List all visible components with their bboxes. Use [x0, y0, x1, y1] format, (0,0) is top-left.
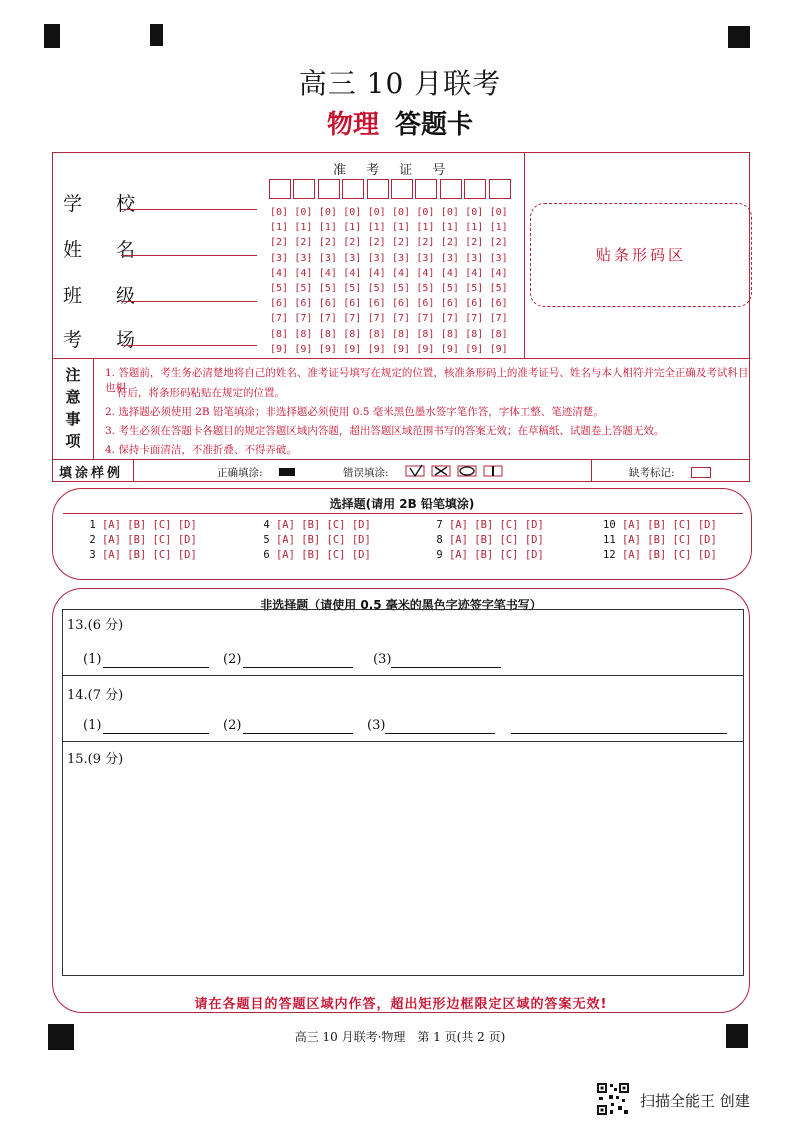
mc-question[interactable] [430, 519, 544, 531]
exam-number-bubble[interactable]: [8] [416, 328, 435, 340]
note-item-1-cont: 符后，将条形码粘贴在规定的位置。 [117, 387, 285, 399]
mc-option-bubbles[interactable]: [A] [B] [C] [D] [621, 549, 717, 561]
q14-blank-1[interactable] [103, 733, 209, 734]
q14-q15-divider [63, 741, 743, 742]
exam-number-bubble[interactable]: [4] [392, 267, 411, 279]
answer-area-warning: 请在各题目的答题区域内作答，超出矩形边框限定区域的答案无效! [194, 997, 608, 1012]
exam-number-bubble[interactable]: [1] [318, 222, 337, 234]
non-choice-title: 非选择题（请使用 0.5 毫米的黑色字迹签字笔书写） [260, 598, 542, 612]
mc-option-bubbles[interactable]: [A] [B] [C] [D] [275, 534, 371, 546]
q14-blank-2-label: (2) [223, 718, 242, 733]
exam-number-bubble[interactable]: [0] [440, 207, 459, 218]
exam-number-bubble[interactable]: [9] [294, 343, 313, 355]
mc-question[interactable] [83, 549, 197, 561]
q14-title: 14.(7 分) [67, 688, 124, 703]
mc-question[interactable] [257, 549, 371, 561]
info-divider-notes [53, 358, 749, 359]
exam-number-bubble[interactable]: [3] [270, 252, 289, 264]
exam-number-bubble[interactable]: [9] [465, 343, 484, 355]
exam-number-bubble[interactable]: [6] [294, 298, 313, 310]
notes-header-char: 意 [65, 388, 81, 406]
wrong-fill-label: 错误填涂: [343, 467, 389, 479]
info-divider-fill [53, 459, 749, 460]
exam-number-bubble[interactable]: [8] [489, 328, 508, 340]
correct-fill-label: 正确填涂: [217, 467, 263, 479]
mc-question[interactable] [83, 534, 197, 546]
exam-number-bubble[interactable]: [9] [367, 343, 386, 355]
exam-number-bubble[interactable]: [0] [343, 207, 362, 218]
mc-option-bubbles[interactable]: [A] [B] [C] [D] [101, 534, 197, 546]
exam-number-bubble[interactable]: [9] [440, 343, 459, 355]
exam-number-box[interactable] [269, 179, 291, 199]
exam-number-bubble[interactable]: [5] [440, 283, 459, 294]
exam-number-bubble[interactable]: [4] [367, 267, 386, 279]
exam-number-bubble[interactable]: [4] [270, 267, 289, 279]
mc-option-bubbles[interactable]: [A] [B] [C] [D] [101, 519, 197, 531]
q14-blank-3-label: (3) [367, 718, 386, 733]
exam-number-bubble[interactable]: [7] [489, 313, 508, 325]
mc-question-number: 10 [603, 519, 622, 531]
exam-number-bubble[interactable]: [3] [465, 252, 484, 264]
exam-number-bubble[interactable]: [9] [318, 343, 337, 355]
registration-mark-top-right [728, 26, 750, 48]
exam-number-bubble[interactable]: [7] [318, 313, 337, 325]
multiple-choice-title: 选择题(请用 2B 铅笔填涂) [329, 497, 475, 511]
exam-number-bubble[interactable]: [9] [392, 343, 411, 355]
q13-blank-3[interactable] [391, 667, 501, 668]
exam-number-bubble[interactable]: [1] [416, 222, 435, 234]
exam-number-bubble[interactable]: [6] [416, 298, 435, 310]
exam-number-bubble[interactable]: [5] [489, 283, 508, 294]
notes-header-char: 项 [65, 432, 81, 450]
q14-blank-1-label: (1) [83, 718, 102, 733]
exam-number-bubble[interactable]: [2] [343, 237, 362, 249]
mc-question[interactable] [83, 519, 197, 531]
exam-number-bubble[interactable]: [2] [440, 237, 459, 249]
mc-question-number: 3 [83, 549, 102, 561]
exam-number-bubble[interactable]: [4] [343, 267, 362, 279]
mc-option-bubbles[interactable]: [A] [B] [C] [D] [448, 549, 544, 561]
exam-room-input-line[interactable] [121, 345, 257, 346]
mc-question[interactable] [603, 519, 717, 531]
note-item-4: 4. 保持卡面清洁，不准折叠、不得弄破。 [105, 444, 297, 456]
exam-number-bubble[interactable]: [5] [318, 283, 337, 294]
exam-number-bubble[interactable]: [6] [367, 298, 386, 310]
q14-blank-2[interactable] [243, 733, 353, 734]
exam-number-bubble[interactable]: [9] [270, 343, 289, 355]
scanner-label: 扫描全能王 创建 [640, 1092, 750, 1110]
non-choice-section [52, 588, 750, 1013]
subject-title [0, 104, 800, 141]
exam-number-bubble[interactable]: [4] [465, 267, 484, 279]
exam-number-bubble[interactable]: [2] [392, 237, 411, 249]
mc-option-bubbles[interactable]: [A] [B] [C] [D] [448, 519, 544, 531]
q13-blank-1[interactable] [103, 667, 209, 668]
qr-code-icon [596, 1082, 630, 1116]
exam-number-bubble[interactable]: [6] [343, 298, 362, 310]
barcode-area [530, 203, 752, 307]
exam-number-bubble[interactable]: [5] [465, 283, 484, 294]
correct-fill-sample [279, 468, 295, 476]
fill-divider-2 [591, 459, 592, 481]
school-label: 学 校 [63, 193, 150, 215]
exam-number-bubble[interactable]: [3] [343, 252, 362, 264]
exam-number-box[interactable] [464, 179, 486, 199]
exam-number-bubble[interactable]: [8] [270, 328, 289, 340]
card-name: 答题卡 [395, 110, 474, 140]
mc-option-bubbles[interactable]: [A] [B] [C] [D] [275, 549, 371, 561]
q13-blank-2[interactable] [243, 667, 353, 668]
exam-number-bubble[interactable]: [2] [489, 237, 508, 249]
exam-number-bubble[interactable]: [1] [294, 222, 313, 234]
exam-number-bubble[interactable]: [1] [392, 222, 411, 234]
school-input-line[interactable] [121, 209, 257, 210]
exam-number-bubble[interactable]: [2] [416, 237, 435, 249]
exam-number-bubble[interactable]: [7] [294, 313, 313, 325]
absent-mark-label: 缺考标记: [629, 467, 675, 479]
exam-number-bubble[interactable]: [4] [489, 267, 508, 279]
mc-question-number: 2 [83, 534, 102, 546]
exam-number-bubble[interactable]: [0] [270, 207, 289, 218]
exam-number-box[interactable] [293, 179, 315, 199]
mc-question[interactable] [603, 549, 717, 561]
exam-number-bubble[interactable]: [7] [343, 313, 362, 325]
exam-number-bubble[interactable]: [2] [318, 237, 337, 249]
exam-number-bubble[interactable]: [5] [294, 283, 313, 294]
notes-divider [93, 358, 94, 459]
exam-number-bubble[interactable]: [9] [416, 343, 435, 355]
info-divider-vertical [524, 153, 525, 358]
mc-option-bubbles[interactable]: [A] [B] [C] [D] [448, 534, 544, 546]
exam-number-bubble[interactable]: [0] [367, 207, 386, 218]
mc-question-number: 1 [83, 519, 102, 531]
exam-number-bubble[interactable]: [2] [465, 237, 484, 249]
mc-question-number: 7 [430, 519, 449, 531]
class-label: 班 级 [63, 285, 150, 307]
exam-number-bubble[interactable]: [2] [270, 237, 289, 249]
mc-question[interactable] [257, 534, 371, 546]
exam-number-bubble[interactable]: [2] [294, 237, 313, 249]
exam-number-bubble[interactable]: [6] [489, 298, 508, 310]
exam-number-bubble[interactable]: [5] [343, 283, 362, 294]
mc-question-number: 6 [257, 549, 276, 561]
q13-blank-3-label: (3) [373, 652, 392, 667]
exam-number-bubble[interactable]: [4] [318, 267, 337, 279]
exam-number-bubble[interactable]: [6] [270, 298, 289, 310]
exam-number-box[interactable] [489, 179, 511, 199]
q15-title: 15.(9 分) [67, 752, 124, 767]
exam-number-bubble[interactable]: [3] [367, 252, 386, 264]
mc-question-number: 11 [603, 534, 622, 546]
mc-question[interactable] [257, 519, 371, 531]
notes-header [62, 364, 84, 452]
exam-number-bubble[interactable]: [5] [270, 283, 289, 294]
note-item-1: 1. 答题前，考生务必清楚地将自己的姓名、准考证号填写在规定的位置，核准条形码上的准考证号、姓名与本人相符并完全正确及考试科目也相 [105, 367, 749, 394]
exam-number-bubble[interactable]: [1] [367, 222, 386, 234]
exam-number-bubble[interactable]: [9] [343, 343, 362, 355]
mc-question-number: 9 [430, 549, 449, 561]
exam-number-bubble[interactable]: [8] [318, 328, 337, 340]
q13-blank-2-label: (2) [223, 652, 242, 667]
exam-number-bubble[interactable]: [1] [489, 222, 508, 234]
exam-number-box[interactable] [391, 179, 413, 199]
exam-number-box[interactable] [367, 179, 389, 199]
q14-blank-3[interactable] [385, 733, 495, 734]
fill-divider-1 [133, 459, 134, 481]
exam-number-bubble[interactable]: [0] [392, 207, 411, 218]
exam-number-bubble[interactable]: [1] [343, 222, 362, 234]
mc-option-bubbles[interactable]: [A] [B] [C] [D] [621, 534, 717, 546]
exam-number-bubble[interactable]: [7] [367, 313, 386, 325]
exam-number-bubble[interactable]: [3] [318, 252, 337, 264]
q14-blank-3-extra[interactable] [511, 733, 727, 734]
name-label: 姓 名 [63, 239, 150, 261]
exam-number-bubble[interactable]: [5] [367, 283, 386, 294]
exam-number-bubble[interactable]: [8] [440, 328, 459, 340]
exam-number-bubble[interactable]: [6] [465, 298, 484, 310]
exam-number-bubble[interactable]: [0] [318, 207, 337, 218]
exam-number-bubble[interactable]: [3] [416, 252, 435, 264]
mc-question-number: 12 [603, 549, 622, 561]
class-input-line[interactable] [121, 301, 257, 302]
exam-number-box[interactable] [415, 179, 437, 199]
exam-number-bubble[interactable]: [0] [489, 207, 508, 218]
multiple-choice-divider [63, 513, 743, 514]
note-item-2: 2. 选择题必须使用 2B 铅笔填涂；非选择题必须使用 0.5 毫米黑色墨水签字笔作答，字体工整、笔迹清楚。 [105, 406, 604, 418]
exam-number-bubble[interactable]: [4] [294, 267, 313, 279]
exam-number-bubble[interactable]: [2] [367, 237, 386, 249]
exam-number-bubble[interactable]: [8] [465, 328, 484, 340]
mc-option-bubbles[interactable]: [A] [B] [C] [D] [101, 549, 197, 561]
exam-number-bubble[interactable]: [7] [465, 313, 484, 325]
exam-number-bubble[interactable]: [8] [392, 328, 411, 340]
exam-number-bubble[interactable]: [4] [416, 267, 435, 279]
mc-question[interactable] [603, 534, 717, 546]
exam-number-bubble[interactable]: [4] [440, 267, 459, 279]
registration-mark-top-left-2 [150, 24, 163, 46]
exam-number-bubble[interactable]: [0] [465, 207, 484, 218]
exam-number-box[interactable] [318, 179, 340, 199]
q15-answer-area[interactable] [67, 770, 737, 970]
exam-number-bubble[interactable]: [7] [270, 313, 289, 325]
notes-header-char: 注 [65, 366, 81, 384]
mc-question-number: 4 [257, 519, 276, 531]
exam-number-bubble[interactable]: [0] [416, 207, 435, 218]
mc-option-bubbles[interactable]: [A] [B] [C] [D] [621, 519, 717, 531]
exam-number-bubble[interactable]: [6] [318, 298, 337, 310]
non-choice-answer-area [62, 609, 744, 976]
q13-q14-divider [63, 675, 743, 676]
exam-number-bubble[interactable]: [5] [392, 283, 411, 294]
exam-number-bubble[interactable]: [6] [440, 298, 459, 310]
exam-number-bubble[interactable]: [6] [392, 298, 411, 310]
exam-number-bubble[interactable]: [8] [343, 328, 362, 340]
notes-header-char: 事 [65, 410, 81, 428]
multiple-choice-section [52, 488, 752, 580]
mc-question-number: 5 [257, 534, 276, 546]
exam-number-bubble[interactable]: [3] [440, 252, 459, 264]
mc-option-bubbles[interactable]: [A] [B] [C] [D] [275, 519, 371, 531]
absent-mark-box[interactable] [691, 467, 711, 478]
exam-number-bubble[interactable]: [7] [440, 313, 459, 325]
fill-sample-header: 填涂样例 [59, 466, 124, 481]
exam-number-title: 准 考 证 号 [333, 163, 454, 178]
exam-number-bubble[interactable]: [5] [416, 283, 435, 294]
exam-number-bubble[interactable]: [0] [294, 207, 313, 218]
exam-number-bubble[interactable]: [7] [392, 313, 411, 325]
exam-room-label: 考 场 [63, 329, 150, 351]
q13-title: 13.(6 分) [67, 618, 124, 633]
note-item-3: 3. 考生必须在答题卡各题目的规定答题区域内答题，超出答题区域范围书写的答案无效；在草稿纸、试题卷上答题无效。 [105, 425, 665, 437]
exam-number-bubble[interactable]: [3] [489, 252, 508, 264]
q13-blank-1-label: (1) [83, 652, 102, 667]
student-info-box [52, 152, 750, 482]
wrong-fill-samples [405, 464, 515, 478]
exam-number-bubble[interactable]: [9] [489, 343, 508, 355]
exam-number-bubble[interactable]: [8] [294, 328, 313, 340]
mc-question-number: 8 [430, 534, 449, 546]
exam-number-bubble[interactable]: [8] [367, 328, 386, 340]
exam-number-bubble[interactable]: [1] [465, 222, 484, 234]
subject-name: 物理 [326, 110, 379, 140]
exam-number-bubble[interactable]: [1] [270, 222, 289, 234]
name-input-line[interactable] [121, 255, 257, 256]
exam-title: 高三 10 月联考 [298, 67, 502, 100]
page-footer: 高三 10 月联考·物理 第 1 页(共 2 页) [294, 1030, 506, 1044]
barcode-area-label: 贴条形码区 [595, 246, 686, 264]
exam-number-box[interactable] [342, 179, 364, 199]
exam-number-bubble[interactable]: [3] [392, 252, 411, 264]
registration-mark-top-left [44, 24, 60, 48]
exam-number-box[interactable] [440, 179, 462, 199]
mc-question[interactable] [430, 534, 544, 546]
exam-number-bubble[interactable]: [1] [440, 222, 459, 234]
exam-number-bubble[interactable]: [7] [416, 313, 435, 325]
exam-number-bubble[interactable]: [3] [294, 252, 313, 264]
mc-question[interactable] [430, 549, 544, 561]
